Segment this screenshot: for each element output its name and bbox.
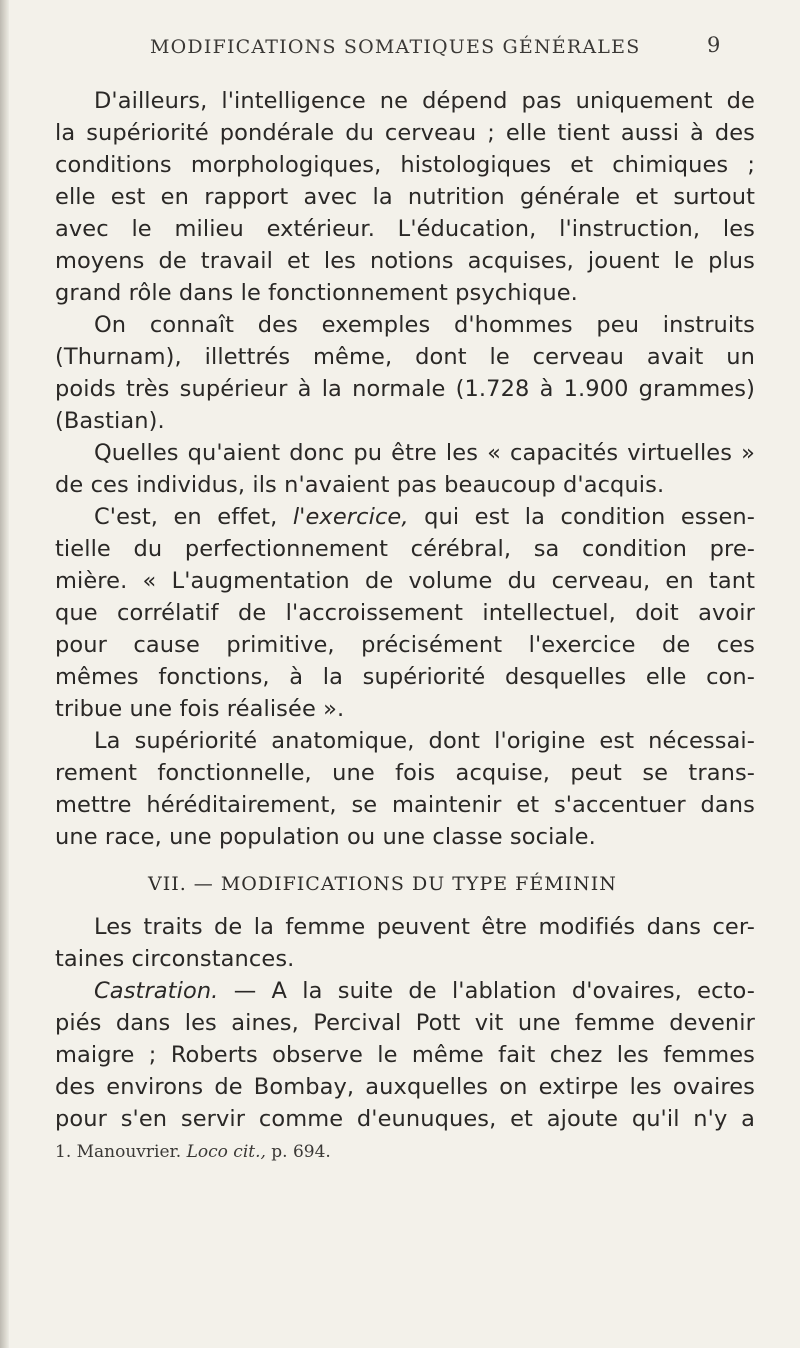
body-line: de ces individus, ils n'avaient pas beaucoup d'acquis. [55,472,665,498]
footnote [55,1142,331,1162]
body-line [94,976,755,1006]
emphasis-text: Castration. [94,978,219,1004]
body-line: tribue une fois réalisée ». [55,696,345,722]
body-line: La supériorité anatomique, dont l'origine est nécessai- [94,728,755,754]
body-line: avec le milieu extérieur. L'éducation, l'instruction, les [55,216,755,242]
body-line: des environs de Bombay, auxquelles on extirpe les ovaires [55,1074,755,1100]
body-line: la supériorité pondérale du cerveau ; elle tient aussi à des [55,120,755,146]
body-line: grand rôle dans le fonctionnement psychique. [55,280,578,306]
body-line: pour cause primitive, précisément l'exercice de ces [55,632,755,658]
body-line: taines circonstances. [55,946,295,972]
body-line: conditions morphologiques, histologiques et chimiques ; [55,152,755,178]
body-line: mêmes fonctions, à la supériorité desquelles elle con- [55,664,755,690]
body-line: poids très supérieur à la normale (1.728 à 1.900 grammes) [55,376,755,402]
section-heading: VII. — MODIFICATIONS DU TYPE FÉMININ [148,873,617,895]
body-line: Quelles qu'aient donc pu être les « capacités virtuelles » [94,440,755,466]
body-line: moyens de travail et les notions acquises, jouent le plus [55,248,755,274]
body-line: que corrélatif de l'accroissement intellectuel, doit avoir [55,600,755,626]
running-title: MODIFICATIONS SOMATIQUES GÉNÉRALES [150,36,641,58]
body-line: Les traits de la femme peuvent être modifiés dans cer- [94,914,755,940]
line-text: qui est la condition essen- [424,504,755,530]
body-line: (Thurnam), illettrés même, dont le cerveau avait un [55,344,755,370]
page-left-edge [0,0,9,1348]
body-line: mière. « L'augmentation de volume du cerveau, en tant [55,568,755,594]
body-line: elle est en rapport avec la nutrition générale et surtout [55,184,755,210]
body-line: mettre héréditairement, se maintenir et s'accentuer dans [55,792,755,818]
body-line: (Bastian). [55,408,165,434]
page-number: 9 [707,33,721,57]
line-text: C'est, en effet, [94,504,278,530]
body-line: maigre ; Roberts observe le même fait chez les femmes [55,1042,755,1068]
footnote-emphasis: Loco cit., [186,1142,266,1162]
body-line: On connaît des exemples d'hommes peu instruits [94,312,755,338]
body-line: une race, une population ou une classe sociale. [55,824,596,850]
line-text: — A la suite de l'ablation d'ovaires, ecto- [233,978,755,1004]
footnote-suffix: p. 694. [271,1142,331,1162]
emphasis-text: l'exercice, [292,504,409,530]
body-line [94,502,755,532]
body-line: tielle du perfectionnement cérébral, sa condition pre- [55,536,755,562]
body-line: rement fonctionnelle, une fois acquise, peut se trans- [55,760,755,786]
body-line: D'ailleurs, l'intelligence ne dépend pas uniquement de [94,88,755,114]
body-line: pour s'en servir comme d'eunuques, et ajoute qu'il n'y a [55,1106,755,1132]
body-line: piés dans les aines, Percival Pott vit une femme devenir [55,1010,755,1036]
footnote-prefix: 1. Manouvrier. [55,1142,182,1162]
